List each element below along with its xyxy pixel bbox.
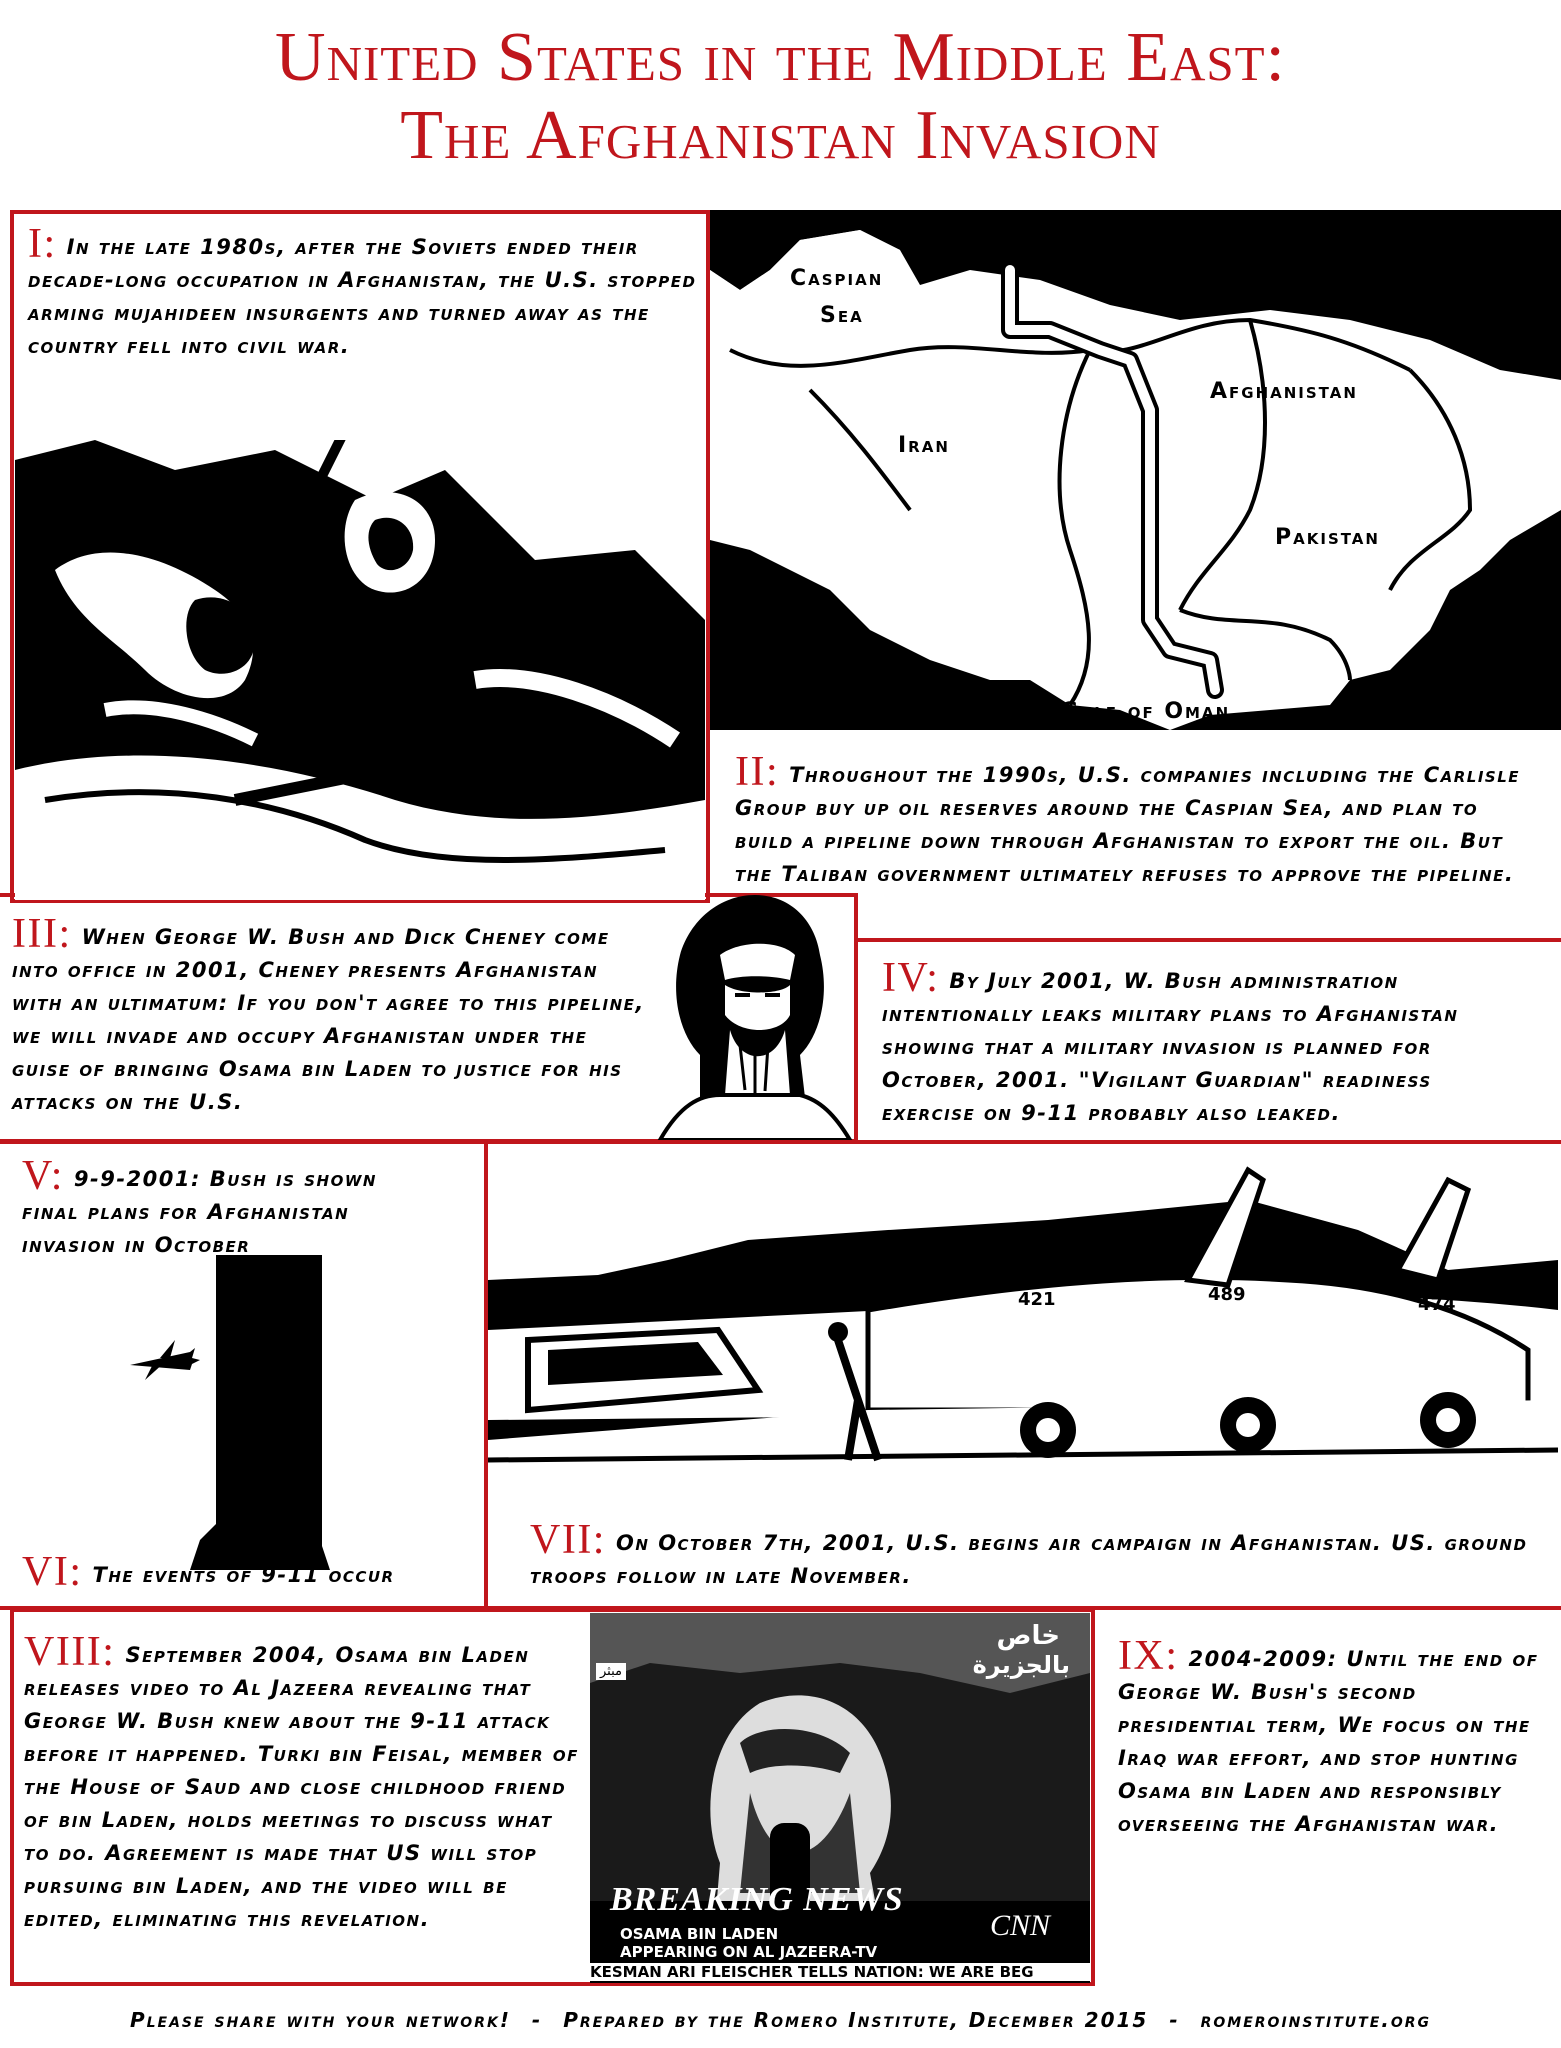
footer-share: Please share with your network! (129, 2008, 511, 2032)
tower-silhouette (120, 1240, 360, 1570)
map-label-pakistan: Pakistan (1275, 525, 1380, 550)
jet-number-1: 421 (1018, 1289, 1056, 1310)
map-label-afghanistan: Afghanistan (1210, 379, 1358, 404)
military-jets-image (488, 1160, 1558, 1500)
footer-site-link[interactable]: romeroinstitute.org (1200, 2008, 1432, 2032)
breaking-news-label: BREAKING NEWS (610, 1881, 904, 1918)
cnn-logo: CNN (990, 1909, 1051, 1942)
panel-vii-body: On October 7th, 2001, U.S. begins air campaign in Afghanistan. US. ground troops follow in late November. (530, 1531, 1528, 1588)
panel-iv-text (882, 955, 1522, 1130)
panel-v-text (22, 1153, 422, 1262)
panel-viii-text (24, 1629, 584, 1936)
panel-vii-text (530, 1517, 1540, 1593)
airplane-icon (130, 1340, 200, 1380)
map-label-gulf: Gulf of Oman (1060, 699, 1231, 724)
mujahideen-image (15, 440, 705, 900)
footer-sep-2: - (1169, 2008, 1180, 2032)
panel-viii-numeral: VIII: (24, 1629, 116, 1675)
panel-ii-text (735, 749, 1535, 891)
panel-v-body: 9-9-2001: Bush is shown final plans for Afghanistan invasion in October (22, 1167, 377, 1257)
footer (0, 2008, 1561, 2032)
panel-iv-body: By July 2001, W. Bush administration intentionally leaks military plans to Afghanistan showing that a military invasion is planned for October, 2001. "Vigilant Guardian" readiness exercise on 9-11 probably also leaked. (882, 969, 1459, 1125)
panel-viii-body: September 2004, Osama bin Laden releases video to Al Jazeera revealing that George W. Bush knew about the 9-11 attack before it happened. Turki bin Feisal, member of the House of Saud and close childhood friend of bin Laden, holds meetings to discuss what to do. Agreement is made that US will stop pursuing bin Laden, and the video will be edited, eliminating this revelation. (24, 1643, 579, 1931)
panel-ix-text (1118, 1633, 1548, 1841)
map-label-iran: Iran (898, 433, 950, 458)
tv-line1: OSAMA BIN LADEN (620, 1925, 779, 1943)
map-label-sea: Sea (820, 303, 864, 328)
jet-number-2: 489 (1208, 1284, 1246, 1305)
footer-sep-1: - (531, 2008, 543, 2032)
tv-line2: APPEARING ON AL JAZEERA-TV (620, 1943, 878, 1961)
panel-ix-numeral: IX: (1118, 1633, 1179, 1679)
panel-ii-body: Throughout the 1990s, U.S. companies including the Carlisle Group buy up oil reserves around the Caspian Sea, and plan to build a pipeline down through Afghanistan to export the oil. But the Taliban government ultimately refuses to approve the pipeline. (735, 763, 1521, 886)
panel-vii-numeral: VII: (530, 1517, 606, 1563)
breaking-news-screen (590, 1613, 1090, 1983)
panel-i-text (28, 221, 698, 363)
panel-v-numeral: V: (22, 1153, 64, 1199)
map-label-caspian: Caspian (790, 266, 884, 291)
panel-i-body: In the late 1980s, after the Soviets ended their decade-long occupation in Afghanistan, the U.S. stopped arming mujahideen insurgents and turned away as the country fell into civil war. (28, 235, 697, 358)
caspian-map (710, 210, 1561, 730)
panel-i-numeral: I: (28, 221, 57, 267)
aljazeera-arabic-2: بالجزيرة (972, 1651, 1070, 1679)
panel-iii-text (12, 911, 652, 1119)
footer-prepared: Prepared by the Romero Institute, December 2015 (563, 2008, 1149, 2032)
panel-vi-text (22, 1549, 472, 1595)
page-title-line1: United States in the Middle East: (275, 19, 1286, 96)
panel-ii-numeral: II: (735, 749, 780, 795)
panel-iii-body: When George W. Bush and Dick Cheney come into office in 2001, Cheney presents Afghanistan with an ultimatum: If you don't agree to this pipeline, we will invade and occupy Afghanistan under the guise of bringing Osama bin Laden to justice for his attacks on the U.S. (12, 925, 645, 1114)
tv-ticker: KESMAN ARI FLEISCHER TELLS NATION: WE ARE BEG (590, 1963, 1090, 1981)
aljazeera-arabic-1: خاص (996, 1621, 1060, 1651)
page-title-line2: The Afghanistan Invasion (400, 97, 1161, 174)
panel-vi-body: The events of 9-11 occur (92, 1563, 395, 1587)
map-label-turkmenistan: Turkmenistan (940, 246, 1102, 271)
panel-ix-body: 2004-2009: Until the end of George W. Bush's second presidential term, We focus on the Iraq war effort, and stop hunting Osama bin Laden and responsibly overseeing the Afghanistan war. (1118, 1647, 1539, 1836)
bin-laden-portrait (640, 895, 855, 1140)
jet-number-3: 474 (1418, 1294, 1456, 1315)
panel-vi-numeral: VI: (22, 1549, 83, 1595)
panel-iv-numeral: IV: (882, 955, 940, 1001)
panel-iii-numeral: III: (12, 911, 72, 957)
channel-badge: مبثر (596, 1663, 626, 1680)
